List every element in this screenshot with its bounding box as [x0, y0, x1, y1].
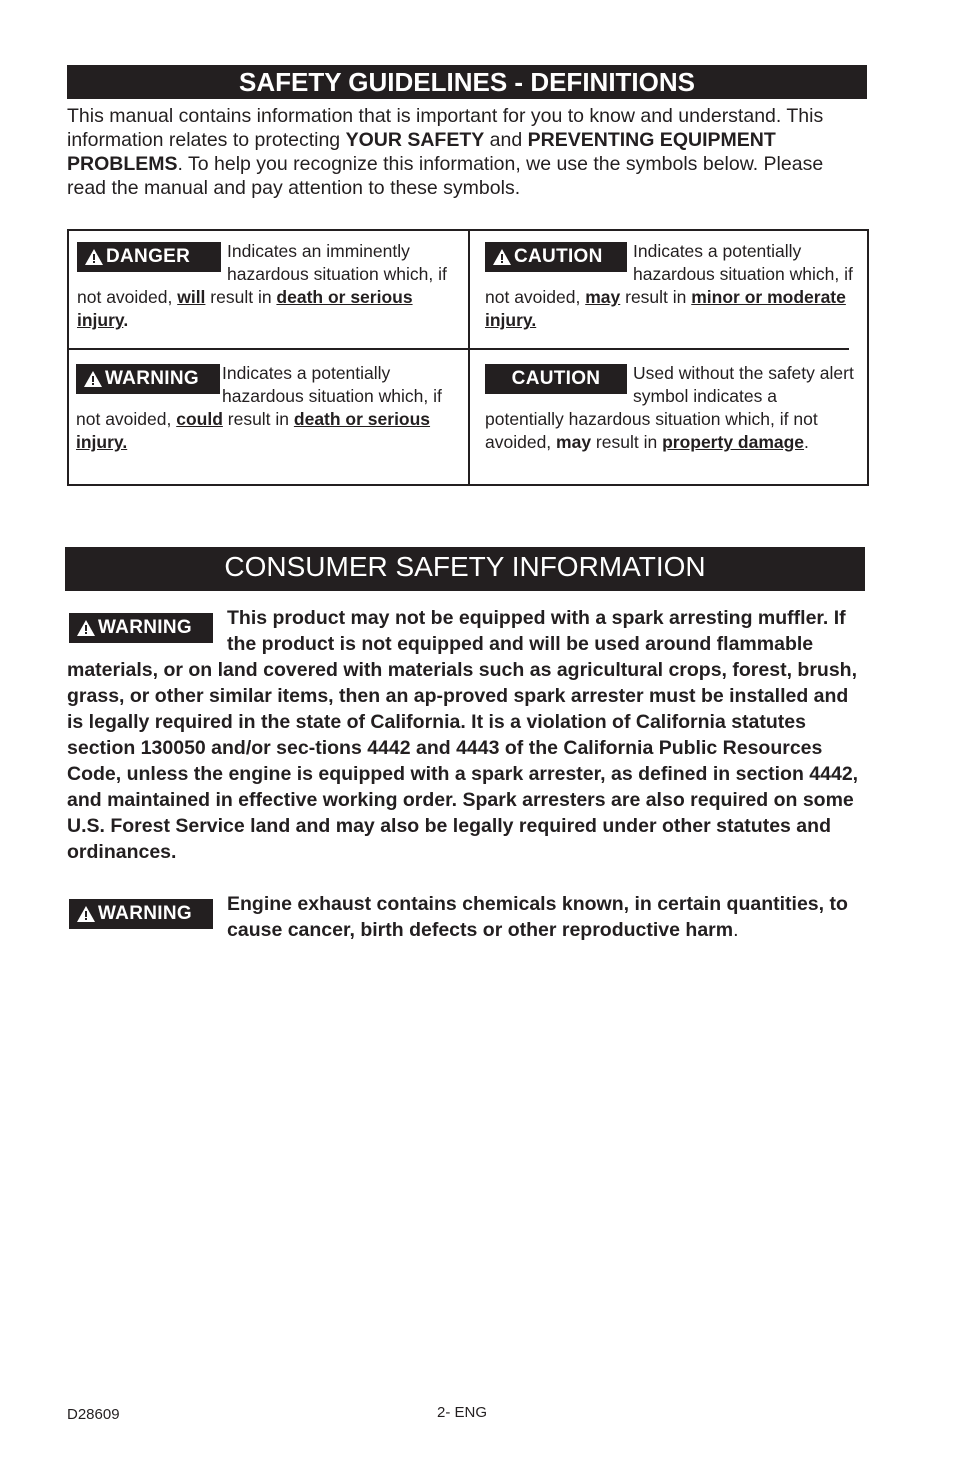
caution-alert-label: CAUTION [514, 246, 603, 267]
intro-bold-equipment-problems: PREVENTING EQUIPMENT PROBLEMS [67, 129, 776, 175]
caution-plain-text-2: result in [591, 432, 663, 452]
alert-triangle-icon [493, 249, 511, 265]
alert-triangle-icon [85, 249, 103, 265]
danger-label: DANGER [106, 246, 191, 267]
definition-caution-alert [485, 240, 855, 332]
intro-bold-your-safety: YOUR SAFETY [345, 129, 485, 151]
section-title-consumer-safety: CONSUMER SAFETY INFORMATION [65, 547, 865, 591]
definition-caution-plain [485, 362, 855, 454]
warning-could: could [176, 409, 223, 429]
caution-alert-may: may [585, 287, 621, 307]
doc-number: D28609 [67, 1406, 120, 1423]
warning-badge [76, 364, 220, 394]
danger-text-2: result in [205, 287, 277, 307]
alert-triangle-icon [84, 371, 102, 387]
intro-paragraph [67, 104, 867, 200]
caution-plain-may: may [556, 432, 592, 452]
warning-badge [69, 613, 213, 643]
intro-text-2: and [484, 129, 528, 151]
warning-text-2: result in [222, 409, 294, 429]
exhaust-text: Engine exhaust contains chemicals known, in certain quantities, to cause cancer, birth defects or other reproductive harm [227, 893, 848, 941]
intro-text-1: This manual contains information that is important for you to know and understand. This information relates to protecting [67, 105, 824, 151]
danger-consequence: death or serious injury [77, 287, 413, 330]
warning-badge [69, 899, 213, 929]
definition-warning [76, 362, 456, 454]
table-divider-horizontal [69, 348, 849, 350]
page-number: 2- ENG [437, 1404, 488, 1421]
definition-danger [77, 240, 447, 332]
alert-triangle-icon [77, 906, 95, 922]
danger-will: will [177, 287, 206, 307]
caution-alert-badge [485, 242, 627, 272]
caution-plain-consequence: property damage [662, 432, 805, 452]
alert-triangle-icon [77, 620, 95, 636]
caution-plain-period: . [804, 432, 809, 452]
warning-label: WARNING [105, 368, 199, 389]
warning-text: Indicates a potentially hazardous situation which, if not avoided, [76, 363, 442, 429]
caution-plain-text: Used without the safety alert symbol indicates a potentially hazardous situation which, if not avoided, [485, 363, 854, 452]
spark-arrester-text: This product may not be equipped with a spark arresting muffler. If the product is not equipped and will be used around flammable materials, or on land covered with materials such as agricultural crops, forest, brush, grass, or other similar items, then an ap-proved spark arrester must be installed and is legally required in the state of California. It is a violation of California statutes section 130050 and/or sec-tions 4442 and 4443 of the California Public Resources Code, unless the engine is equipped with a spark arrester, as defined in section 4442, and maintained in effective working order. Spark arresters are also required on some U.S. Forest Service land and may also be legally required under other statutes and ordinances. [67, 607, 859, 863]
intro-text-3: . To help you recognize this information, we use the symbols below. Please read the manual and pay attention to these symbols. [67, 153, 824, 199]
caution-alert-consequence: minor or moderate injury. [485, 287, 846, 330]
caution-plain-label: CAUTION [511, 368, 601, 389]
table-divider-vertical [468, 231, 470, 484]
danger-period: . [123, 310, 129, 330]
exhaust-warning [67, 891, 867, 943]
spark-arrester-warning [67, 605, 867, 865]
danger-badge [77, 242, 221, 272]
caution-plain-badge [485, 364, 627, 394]
warning-consequence: death or serious injury. [76, 409, 431, 452]
warning-label: WARNING [98, 617, 192, 638]
danger-text: Indicates an imminently hazardous situation which, if not avoided, [77, 241, 447, 307]
section-title-safety-guidelines: SAFETY GUIDELINES - DEFINITIONS [67, 65, 867, 99]
exhaust-period: . [733, 919, 739, 941]
warning-label: WARNING [98, 903, 192, 924]
definitions-table [67, 229, 869, 486]
caution-alert-text-2: result in [620, 287, 692, 307]
caution-alert-text: Indicates a potentially hazardous situation which, if not avoided, [485, 241, 853, 307]
